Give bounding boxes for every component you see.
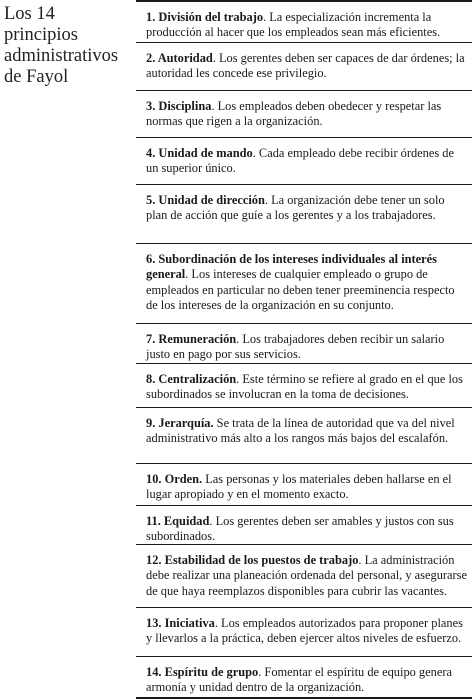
principle-text: . Los intereses de cualquier empleado o grupo de empleados en particular no deben tener preeminencia respecto de los intereses de la organización en su conjunto. [146, 267, 455, 312]
principle-text: . La organización debe tener un solo plan de acción que guíe a los gerentes y a los trabajadores. [146, 193, 445, 223]
principle-item [136, 408, 472, 464]
principle-item [136, 608, 472, 657]
principle-title: 2. Autoridad [146, 51, 213, 65]
principle-item [136, 138, 472, 185]
principle-title: 10. Orden. [146, 472, 203, 486]
principle-title: 6. Subordinación de los intereses individuales al interés general [146, 252, 437, 282]
principle-text: Se trata de la línea de autoridad que va del nivel administrativo más alto a los rangos más bajos del escalafón. [146, 416, 455, 446]
principle-title: 12. Estabilidad de los puestos de trabajo [146, 553, 359, 567]
principle-title: 1. División del trabajo [146, 10, 264, 24]
principle-item [136, 91, 472, 138]
principle-title: 13. Iniciativa [146, 616, 215, 630]
principle-title: 3. Disciplina [146, 99, 212, 113]
principle-text: . La administración debe realizar una planeación ordenada del personal, y asegurarse de que haya reemplazos disponibles para cubrir las vacantes. [146, 553, 467, 598]
principle-text: . La especialización incrementa la producción al hacer que los empleados sean más eficientes. [146, 10, 441, 40]
principle-title: 8. Centralización [146, 372, 237, 386]
principle-text: . Los gerentes deben ser amables y justos con sus subordinados. [146, 514, 454, 544]
principle-item [136, 2, 472, 43]
principle-item [136, 244, 472, 324]
principle-text: Las personas y los materiales deben hallarse en el lugar apropiado y en el momento exacto. [146, 472, 452, 502]
principles-list [136, 0, 472, 699]
principle-text: . Los empleados autorizados para proponer planes y llevarlos a la práctica, deben ejercer altos niveles de esfuerzo. [146, 616, 463, 646]
principle-item [136, 185, 472, 244]
principle-item [136, 43, 472, 91]
principle-item [136, 364, 472, 408]
principle-text: . Los empleados deben obedecer y respetar las normas que rigen a la organización. [146, 99, 442, 129]
principle-text: . Cada empleado debe recibir órdenes de un superior único. [146, 146, 454, 176]
principle-item [136, 545, 472, 608]
principle-title: 4. Unidad de mando [146, 146, 253, 160]
principle-title: 5. Unidad de dirección [146, 193, 265, 207]
principle-item [136, 464, 472, 506]
principle-text: . Fomentar el espíritu de equipo genera armonía y unidad dentro de la organización. [146, 665, 452, 695]
principle-title: 14. Espíritu de grupo [146, 665, 259, 679]
principle-item [136, 324, 472, 364]
side-title: Los 14 principios administrativos de Fayol [4, 4, 119, 87]
principle-title: 11. Equidad [146, 514, 210, 528]
principle-text: . Los trabajadores deben recibir un salario justo en pago por sus servicios. [146, 332, 445, 362]
principle-text: . Este término se refiere al grado en el que los subordinados se involucran en la toma de decisiones. [146, 372, 463, 402]
principle-item [136, 657, 472, 699]
principle-item [136, 506, 472, 545]
principle-title: 9. Jerarquía. [146, 416, 214, 430]
principle-title: 7. Remuneración [146, 332, 237, 346]
principle-text: . Los gerentes deben ser capaces de dar órdenes; la autoridad les concede ese privilegio. [146, 51, 465, 81]
